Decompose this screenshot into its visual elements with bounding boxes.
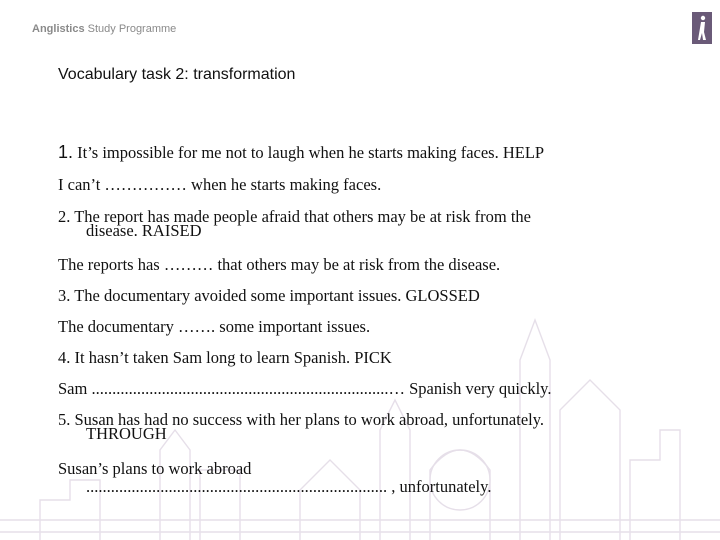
question-2 [58, 209, 670, 239]
answer-4 [58, 381, 658, 398]
answer-5-line-2: ......................................................................... , unfortunately. [86, 476, 492, 496]
answer-5-line-1: Susan’s plans to work abroad [58, 459, 252, 478]
answer-5 [58, 461, 670, 495]
question-5 [58, 412, 670, 442]
university-logo-icon [692, 12, 712, 44]
question-1-number: 1. [58, 142, 74, 162]
answer-4-start: Sam [58, 379, 88, 398]
question-5-line-1: 5. Susan has had no success with her plans to work abroad, unfortunately. [58, 410, 545, 429]
question-2-line-1: 2. The report has made people afraid that others may be at risk from the [58, 207, 531, 226]
page-title: Vocabulary task 2: transformation [58, 66, 296, 83]
answer-3: The documentary ……. some important issues. [58, 317, 371, 336]
question-4: 4. It hasn’t taken Sam long to learn Spanish. PICK [58, 348, 392, 367]
question-2-line-2: disease. RAISED [86, 220, 202, 240]
answer-4-end: Spanish very quickly. [409, 379, 552, 398]
question-1 [58, 143, 544, 162]
question-5-line-2: THROUGH [86, 423, 167, 443]
question-3: 3. The documentary avoided some important issues. GLOSSED [58, 286, 480, 305]
question-1-text: It’s impossible for me not to laugh when he starts making faces. HELP [77, 143, 545, 162]
brand-name: Anglistics [32, 23, 85, 35]
programme-name: Study Programme [87, 23, 177, 35]
answer-4-blank: ........................................................................… [91, 379, 405, 398]
answer-2: The reports has ……… that others may be at risk from the disease. [58, 255, 501, 274]
answer-1: I can’t …………… when he starts making faces. [58, 175, 382, 194]
programme-header [32, 23, 176, 35]
